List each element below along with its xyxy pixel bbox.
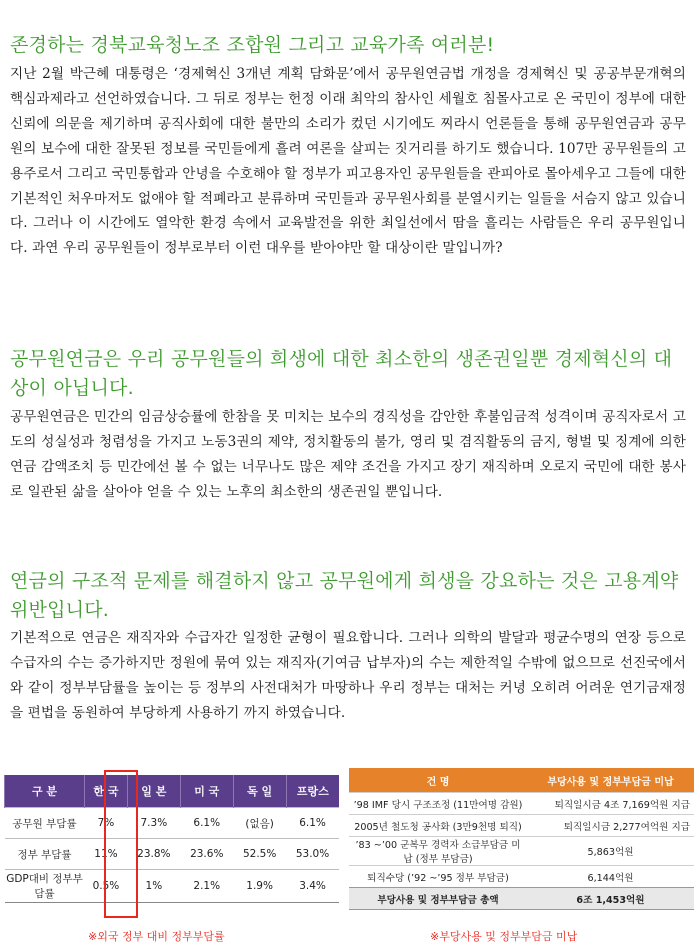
amount-cell: 6,144억원 (527, 866, 694, 888)
table-cell: 0.5% (85, 870, 128, 903)
misuse-table (349, 768, 694, 910)
table-row (349, 837, 694, 866)
amount-cell: 퇴직일시금 2,277여억원 지급 (527, 815, 694, 837)
table-cell: 23.8% (127, 839, 180, 870)
header-cell: 프랑스 (286, 775, 339, 808)
table-row (349, 866, 694, 888)
table-cell: 23.6% (180, 839, 233, 870)
table-cell: 7% (85, 808, 128, 839)
table-row (349, 815, 694, 837)
table-cell: 7.3% (127, 808, 180, 839)
table-cell: 2.1% (180, 870, 233, 903)
header-cell: 구 분 (5, 775, 85, 808)
header-cell: 건 명 (349, 768, 527, 793)
header-cell: 부당사용 및 정부부담금 미납 (527, 768, 694, 793)
section-heading-3: 연금의 구조적 문제를 해결하지 않고 공무원에게 희생을 강요하는 것은 고용계약 위반입니다. (10, 570, 679, 621)
table-cell: 52.5% (233, 839, 286, 870)
comparison-table (4, 775, 339, 903)
amount-cell: 퇴직일시금 4조 7,169억원 지급 (527, 793, 694, 815)
table-row (5, 839, 340, 870)
table-cell: 1% (127, 870, 180, 903)
section-body-3: 기본적으로 연금은 재직자와 수급자간 일정한 균형이 필요합니다. 그러나 의학의 발달과 평균수명의 연장 등으로 수급자의 수는 증가하지만 정원에 묶여 있는 재직자(기여금 납부자)의 수는 제한적일 수밖에 없으므로 선진국에서와 같이 정부부담률을 높이는 등 정부의 사전대처가 마땅하나 우리 정부는 대처는 커녕 오히려 어려운 연기금재정을 편법을 동원하여 부당하게 사용하기 까지 하였습니다. (10, 630, 686, 721)
comparison-table-header-row (5, 775, 340, 808)
item-cell: ’98 IMF 당시 구조조정 (11만여명 감원) (349, 793, 527, 815)
item-cell: 2005년 철도청 공사화 (3만9천명 퇴직) (349, 815, 527, 837)
comparison-table-caption: ※외국 정부 대비 정부부담률 (88, 930, 225, 943)
section-heading-2: 공무원연금은 우리 공무원들의 희생에 대한 최소한의 생존권일뿐 경제혁신의 대상이 아닙니다. (10, 348, 673, 399)
section-body-2: 공무원연금은 민간의 임금상승률에 한참을 못 미치는 보수의 경직성을 감안한 후불임금적 성격이며 공직자로서 고도의 성실성과 청렴성을 가지고 노동3권의 제약, 정치활동의 불가, 영리 및 겸직활동의 금지, 형벌 및 징계에 의한 연금 감액조치 등 민간에선 볼 수 없는 너무나도 많은 제약 조건을 가지고 장기 재직하며 오로지 국민에 대한 봉사로 일관된 삶을 살아야 얻을 수 있는 노후의 최소한의 생존권일 뿐입니다. (10, 409, 686, 500)
table-cell: 3.4% (286, 870, 339, 903)
amount-cell: 5,863억원 (527, 837, 694, 866)
table-row (349, 793, 694, 815)
total-label: 부당사용 및 정부부담금 총액 (349, 888, 527, 910)
section-heading-1: 존경하는 경북교육청노조 조합원 그리고 교육가족 여러분! (10, 34, 495, 56)
misuse-table-caption: ※부당사용 및 정부부담금 미납 (430, 930, 578, 943)
misuse-table-header-row (349, 768, 694, 793)
item-cell: 퇴직수당 (’92 ~’95 정부 부담금) (349, 866, 527, 888)
item-cell: ’83 ~’00 군복무 경력자 소급부담금 미납 (정부 부담금) (349, 837, 527, 866)
row-label: 정부 부담률 (5, 839, 85, 870)
table-row (5, 808, 340, 839)
table-cell: 6.1% (286, 808, 339, 839)
header-cell: 한 국 (85, 775, 128, 808)
table-cell: (없음) (233, 808, 286, 839)
table-row (5, 870, 340, 903)
row-label: 공무원 부담률 (5, 808, 85, 839)
total-amount: 6조 1,453억원 (527, 888, 694, 910)
section-body-1: 지난 2월 박근혜 대통령은 ‘경제혁신 3개년 계획 담화문’에서 공무원연금법 개정을 경제혁신 및 공공부문개혁의 핵심과제라고 선언하였습니다. 그 뒤로 정부는 헌정 이래 최악의 참사인 세월호 침몰사고로 온 국민이 정부에 대한 신뢰에 의문을 제기하며 공직사회에 대한 불만의 소리가 컸던 시기에도 찌라시 언론들을 통해 공무원연금과 공무원의 보수에 대한 잘못된 정보를 국민들에게 흘려 여론을 살피는 짓거리를 하기도 했습니다. 107만 공무원들의 고용주로서 그리고 국민통합과 안녕을 수호해야 할 정부가 피고용자인 공무원들을 관피아로 몰아세우고 그들에 대한 기본적인 처우마저도 없애야 할 적폐라고 분류하며 국민들과 공무원사회를 분열시키는 일들을 서슴지 않고 있습니다. 그러나 이 시간에도 열악한 환경 속에서 교육발전을 위한 최일선에서 땀을 흘리는 사람들은 우리 공무원입니다. 과연 우리 공무원들이 정부로부터 이런 대우를 받아야만 할 대상이란 말입니까? (10, 66, 686, 257)
table-cell: 6.1% (180, 808, 233, 839)
table-cell: 53.0% (286, 839, 339, 870)
table-cell: 11% (85, 839, 128, 870)
header-cell: 독 일 (233, 775, 286, 808)
row-label: GDP대비 정부부담률 (5, 870, 85, 903)
table-cell: 1.9% (233, 870, 286, 903)
header-cell: 일 본 (127, 775, 180, 808)
header-cell: 미 국 (180, 775, 233, 808)
total-row (349, 888, 694, 910)
